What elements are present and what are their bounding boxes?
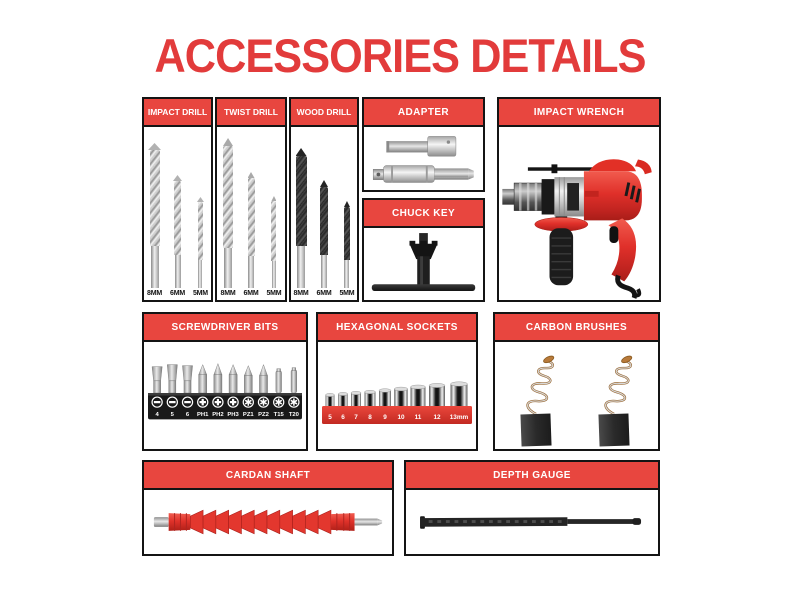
- bit-type-label: T20: [288, 411, 299, 418]
- cardan-shaft-card: [142, 460, 394, 556]
- socket-size-label: 8: [368, 414, 372, 421]
- twist-drill-card: [215, 97, 287, 302]
- bit-size-label: 5MM: [339, 290, 355, 297]
- depth-gauge-card-title: DEPTH GAUGE: [406, 462, 658, 490]
- bit-size-label: 6MM: [316, 290, 332, 297]
- wood-drill-bit-6mm: [317, 180, 332, 297]
- bit-size-label: 8MM: [147, 290, 163, 297]
- bit-type-label: 5: [170, 411, 174, 418]
- twist-drill-bit-6mm: [244, 172, 259, 297]
- carbon-brushes-image: [495, 342, 658, 449]
- bit-size-label: 8MM: [220, 290, 236, 297]
- twist-drill-card-title: TWIST DRILL: [217, 99, 285, 127]
- wood-drill-image: [291, 127, 357, 300]
- bit-type-label: PH1: [197, 411, 209, 418]
- screwdriver-bits-image: [144, 342, 306, 449]
- impact-drill-bit-8mm: [147, 143, 162, 297]
- socket-size-label: 6: [341, 414, 345, 421]
- impact-wrench-image: [499, 127, 659, 300]
- wood-drill-card-title: WOOD DRILL: [291, 99, 357, 127]
- depth-gauge-card: [404, 460, 660, 556]
- wood-drill-card: [289, 97, 359, 302]
- carbon-brushes-card: [493, 312, 660, 451]
- adapter-image: [364, 127, 483, 190]
- socket-size-label: 12: [433, 414, 441, 421]
- hexagonal-sockets-image: [318, 342, 476, 449]
- socket-size-label: 13mm: [449, 414, 469, 421]
- impact-drill-bit-5mm: [193, 197, 208, 297]
- twist-drill-image: [217, 127, 285, 300]
- impact-drill-card-title: IMPACT DRILL: [144, 99, 211, 127]
- impact-drill-bit-6mm: [170, 175, 185, 297]
- carbon-brushes-card-title: CARBON BRUSHES: [495, 314, 658, 342]
- socket-size-label: 11: [414, 414, 422, 421]
- impact-drill-card: [142, 97, 213, 302]
- wood-drill-bit-8mm: [294, 148, 309, 297]
- chuck-key-card-title: CHUCK KEY: [364, 200, 483, 228]
- twist-drill-bit-8mm: [221, 138, 236, 297]
- cardan-shaft-image: [144, 490, 392, 554]
- bit-size-label: 8MM: [293, 290, 309, 297]
- impact-wrench-card: [497, 97, 661, 302]
- bit-size-label: 5MM: [266, 290, 282, 297]
- bit-type-label: 4: [155, 411, 159, 418]
- socket-size-label: 9: [383, 414, 387, 421]
- chuck-key-card: [362, 198, 485, 302]
- hexagonal-sockets-card-title: HEXAGONAL SOCKETS: [318, 314, 476, 342]
- wood-drill-bit-5mm: [339, 201, 354, 297]
- hexagonal-sockets-card: [316, 312, 478, 451]
- screwdriver-bits-card: [142, 312, 308, 451]
- socket-size-label: 5: [328, 414, 332, 421]
- adapter-card: [362, 97, 485, 192]
- bit-type-label: PZ1: [242, 411, 254, 418]
- bit-size-label: 6MM: [243, 290, 259, 297]
- bit-size-label: 6MM: [170, 290, 185, 297]
- screwdriver-bits-card-title: SCREWDRIVER BITS: [144, 314, 306, 342]
- bit-type-label: PZ2: [258, 411, 269, 418]
- impact-drill-image: [144, 127, 211, 300]
- twist-drill-bit-5mm: [266, 196, 281, 297]
- bit-size-label: 5MM: [192, 290, 208, 297]
- depth-gauge-image: [406, 490, 658, 554]
- socket-size-label: 7: [354, 414, 358, 421]
- impact-wrench-card-title: IMPACT WRENCH: [499, 99, 659, 127]
- bit-type-label: T15: [273, 411, 284, 418]
- chuck-key-image: [364, 228, 483, 300]
- bit-type-label: PH3: [227, 411, 239, 418]
- adapter-card-title: ADAPTER: [364, 99, 483, 127]
- socket-size-label: 10: [397, 414, 405, 421]
- bit-type-label: PH2: [212, 411, 224, 418]
- cardan-shaft-card-title: CARDAN SHAFT: [144, 462, 392, 490]
- bit-type-label: 6: [185, 411, 190, 418]
- page-title: ACCESSORIES DETAILS: [154, 29, 646, 82]
